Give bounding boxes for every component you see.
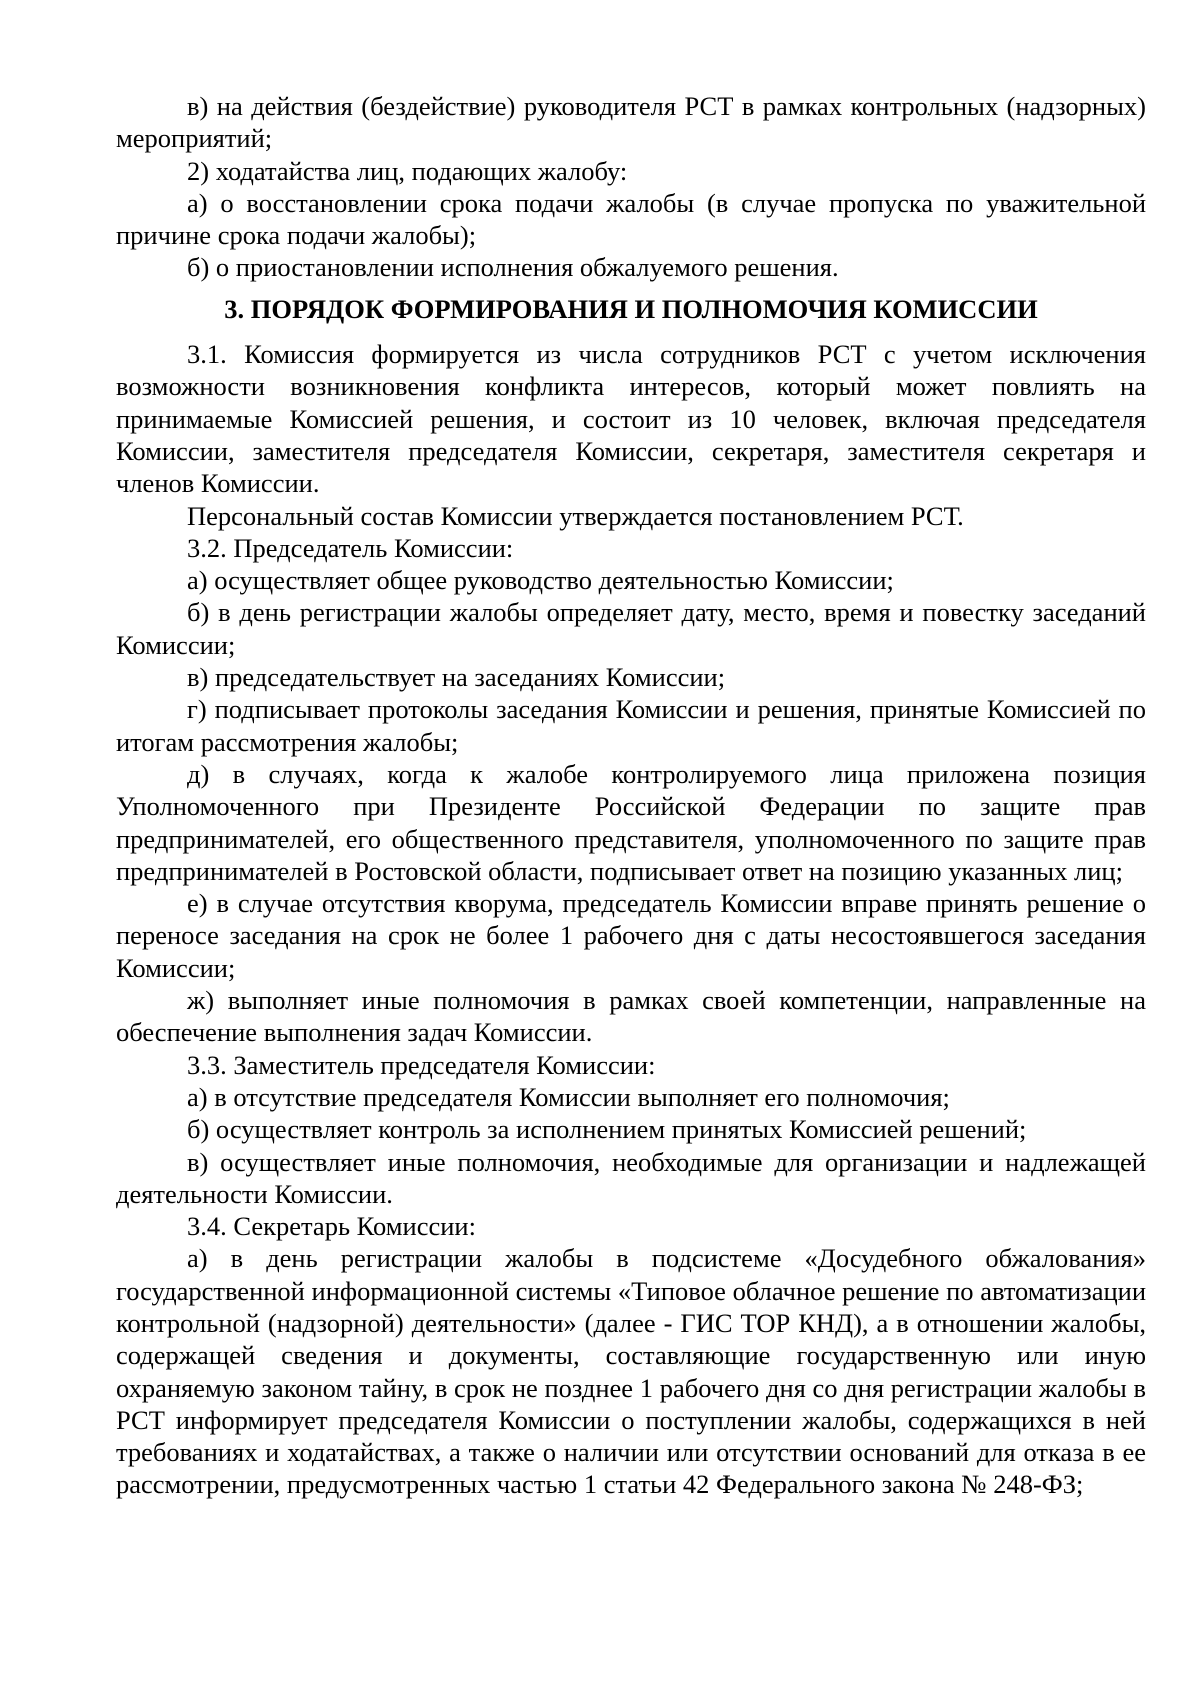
paragraph: ж) выполняет иные полномочия в рамках своей компетенции, направленные на обеспечение выполнения задач Комиссии. xyxy=(116,985,1146,1048)
paragraph: в) осуществляет иные полномочия, необходимые для организации и надлежащей деятельности Комиссии. xyxy=(116,1146,1146,1209)
paragraph: 3.3. Заместитель председателя Комиссии: xyxy=(187,1049,656,1080)
section-heading: 3. ПОРЯДОК ФОРМИРОВАНИЯ И ПОЛНОМОЧИЯ КОМИССИИ xyxy=(224,293,1038,324)
paragraph: г) подписывает протоколы заседания Комиссии и решения, принятые Комиссией по итогам рассмотрения жалобы; xyxy=(116,694,1146,757)
paragraph: 3.4. Секретарь Комиссии: xyxy=(187,1211,476,1242)
paragraph: б) о приостановлении исполнения обжалуемого решения. xyxy=(187,252,839,283)
paragraph: а) в отсутствие председателя Комиссии выполняет его полномочия; xyxy=(187,1081,950,1112)
paragraph: 2) ходатайства лиц, подающих жалобу: xyxy=(187,155,628,186)
paragraph: а) о восстановлении срока подачи жалобы (в случае пропуска по уважительной причине срока подачи жалобы); xyxy=(116,187,1146,251)
paragraph: Персональный состав Комиссии утверждается постановлением РСТ. xyxy=(187,500,964,531)
paragraph: в) председательствует на заседаниях Комиссии; xyxy=(187,662,726,693)
paragraph: е) в случае отсутствия кворума, председатель Комиссии вправе принять решение о переносе заседания на срок не более 1 рабочего дня с даты несостоявшегося заседания Комиссии; xyxy=(116,888,1146,983)
paragraph: 3.1. Комиссия формируется из числа сотрудников РСТ с учетом исключения возможности возникновения конфликта интересов, который может повлиять на принимаемые Комиссией решения, и состоит из 10 человек, включая председателя Комиссии, заместителя председателя Комиссии, секретаря, заместителя секретаря и членов Комиссии. xyxy=(116,339,1146,499)
document-page xyxy=(116,90,1146,1501)
paragraph: а) осуществляет общее руководство деятельностью Комиссии; xyxy=(187,565,894,596)
paragraph: 3.2. Председатель Комиссии: xyxy=(187,532,514,563)
paragraph: д) в случаях, когда к жалобе контролируемого лица приложена позиция Уполномоченного при Президенте Российской Федерации по защите прав предпринимателей, его общественного представителя, уполномоченного по защите прав предпринимателей в Ростовской области, подписывает ответ на позицию указанных лиц; xyxy=(116,758,1146,886)
paragraph: в) на действия (бездействие) руководителя РСТ в рамках контрольных (надзорных) мероприятий; xyxy=(116,91,1146,154)
paragraph: б) в день регистрации жалобы определяет дату, место, время и повестку заседаний Комиссии; xyxy=(116,597,1146,660)
paragraph: б) осуществляет контроль за исполнением принятых Комиссией решений; xyxy=(187,1114,1027,1145)
paragraph: а) в день регистрации жалобы в подсистеме «Досудебного обжалования» государственной информационной системы «Типовое облачное решение по автоматизации контрольной (надзорной) деятельности» (далее - ГИС ТОР КНД), а в отношении жалобы, содержащей сведения и документы, составляющие государственную или иную охраняемую законом тайну, в срок не позднее 1 рабочего дня со дня регистрации жалобы в РСТ информирует председателя Комиссии о поступлении жалобы, содержащихся в ней требованиях и ходатайствах, а также о наличии или отсутствии оснований для отказа в ее рассмотрении, предусмотренных частью 1 статьи 42 Федерального закона № 248-ФЗ; xyxy=(116,1243,1146,1500)
